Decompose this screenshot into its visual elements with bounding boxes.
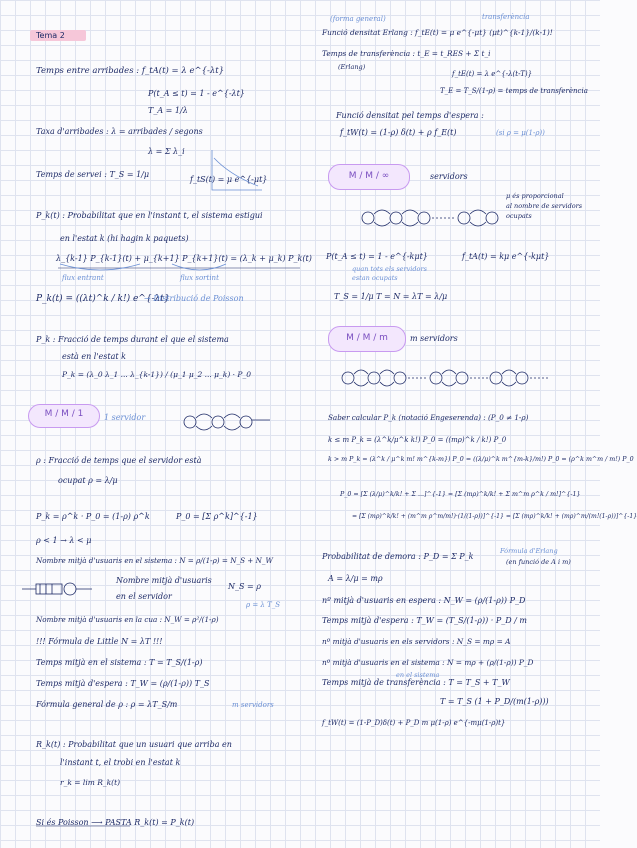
right-line-15: f_tA(t) = kμ e^{-kμt} [462, 252, 550, 261]
left-line-0: Temps entre arribades : f_tA(t) = λ e^{-λt} [36, 66, 225, 76]
right-line-16: quan tots els servidors [352, 265, 427, 273]
right-line-3: Temps de transferència : t_E = t_RES + Σ t_i [322, 49, 491, 58]
left-line-1: P(t_A ≤ t) = 1 - e^{-λt} [148, 89, 245, 98]
right-line-28: A = λ/μ = mρ [328, 574, 383, 583]
left-line-12: P_k(t) = ((λt)^k / k!) e^{-λt} [36, 294, 170, 304]
left-line-3: Taxa d'arribades : λ = arribades / segons [36, 127, 203, 136]
right-line-36: f_tW(t) = (1-P_D)δ(t) + P_D m μ(1-ρ) e^{-mμ(1-ρ)t} [322, 719, 506, 727]
right-line-13: ocupats [506, 212, 532, 220]
left-line-5: Temps de servei : T_S = 1/μ [36, 170, 150, 179]
right-line-30: Temps mitjà d'espera : T_W = (T_S/(1-ρ)) · P_D / m [322, 616, 527, 625]
right-line-5: f_tE(t) = λ e^{-λ(t-T)} [452, 70, 533, 78]
right-line-20: Saber calcular P_k (notació Engeserenda) : (P_0 ≠ 1-ρ) [328, 413, 529, 422]
right-line-10: servidors [430, 172, 468, 181]
left-line-25: en el servidor [116, 592, 172, 601]
left-line-33: m servidors [232, 701, 274, 709]
right-line-14: P(t_A ≤ t) = 1 - e^{-kμt} [326, 252, 428, 261]
left-line-11: flux sortint [180, 274, 219, 282]
right-line-21: k ≤ m P_k = (λ^k/μ^k k!) P_0 = ((mρ)^k / k!) P_0 [328, 436, 507, 444]
right-line-1: transferència [482, 13, 530, 21]
left-line-29: !!! Fórmula de Little N = λT !!! [36, 637, 163, 646]
left-line-2: T_A = 1/λ [148, 106, 188, 115]
left-line-4: λ = Σ λ_i [148, 147, 185, 156]
left-line-7: P_k(t) : Probabilitat que en l'instant t, el sistema estigui [36, 211, 263, 220]
right-line-11: μ és proporcional [506, 192, 564, 200]
right-line-31: nº mitjà d'usuaris en els servidors : N_S = mρ = A [322, 637, 511, 646]
mmm-chain [342, 370, 548, 386]
right-line-4: (Erlang) [338, 63, 366, 71]
left-line-19: ocupat ρ = λ/μ [58, 476, 118, 485]
left-line-26: N_S = ρ [228, 582, 261, 591]
right-line-32: nº mitjà d'usuaris en el sistema : N = mρ + (ρ/(1-ρ)) P_D [322, 658, 534, 667]
left-line-23: Nombre mitjà d'usuaris en el sistema : N = ρ/(1-ρ) = N_S + N_W [36, 556, 273, 565]
mm1-chain [184, 414, 270, 430]
left-line-34: R_k(t) : Probabilitat que un usuari que arriba en [36, 740, 232, 749]
right-line-24: = [Σ (mρ)^k/k! + (m^m ρ^m/m!)·(1/(1-ρ))]^{-1} = [Σ (mρ)^k/k! + (mρ)^m/(m!(1-ρ))]^{-1} [352, 513, 637, 520]
right-line-8: f_tW(t) = (1-ρ) δ(t) + ρ f_E(t) [340, 128, 457, 137]
left-line-17: 1 servidor [104, 413, 146, 422]
queue-sketch [22, 583, 92, 595]
right-line-7: Funció densitat pel temps d'espera : [336, 111, 484, 120]
right-line-2: Funció densitat Erlang : f_tE(t) = μ e^{-μt} (μt)^{k-1}/(k-1)! [322, 28, 553, 37]
right-line-33: en el sistema [396, 671, 440, 679]
mm1-label: M / M / 1 [44, 409, 84, 419]
right-line-6: T_E = T_S/(1-ρ) = temps de transferència [440, 87, 588, 95]
right-line-35: T = T_S (1 + P_D/(m(1-ρ))) [440, 697, 549, 706]
left-line-31: Temps mitjà d'espera : T_W = (ρ/(1-ρ)) T_S [36, 679, 210, 688]
right-line-17: estan ocupats [352, 274, 398, 282]
left-line-10: flux entrant [62, 274, 104, 282]
right-line-27: (en funció de A i m) [506, 558, 571, 566]
left-line-16: P_k = (λ_0 λ_1 ... λ_{k-1}) / (μ_1 μ_2 ... μ_k) · P_0 [62, 370, 251, 379]
left-line-15: està en l'estat k [62, 352, 126, 361]
left-line-35: l'instant t, el trobi en l'estat k [60, 758, 181, 767]
left-line-9: λ_{k-1} P_{k-1}(t) + μ_{k+1} P_{k+1}(t) = (λ_k + μ_k) P_k(t) [56, 254, 312, 263]
left-line-27: ρ = λ T_S [246, 601, 281, 609]
right-line-23: P_0 = [Σ (λ/μ)^k/k! + Σ ...]^{-1} = [Σ (mρ)^k/k! + Σ m^m ρ^k / m!]^{-1} [340, 491, 581, 498]
right-line-22: k > m P_k = (λ^k / μ^k m! m^{k-m}) P_0 = ((λ/μ)^k m^{m-k}/m!) P_0 = (ρ^k m^m / m!) P_0 [328, 456, 634, 463]
right-line-18: T_S = 1/μ T = N = λT = λ/μ [334, 292, 448, 301]
left-line-18: ρ : Fracció de temps que el servidor està [36, 456, 202, 465]
mminf-label: M / M / ∞ [348, 171, 390, 181]
left-line-14: P_k : Fracció de temps durant el que el sistema [36, 335, 229, 344]
right-line-34: Temps mitjà de transferència : T = T_S + T_W [322, 678, 510, 687]
title-tag-text: Tema 2 [36, 31, 65, 40]
left-line-8: en l'estat k (hi hagin k paquets) [60, 234, 189, 243]
right-line-9: (si ρ = μ(1-ρ)) [496, 129, 545, 137]
left-line-28: Nombre mitjà d'usuaris en la cua : N_W = ρ²/(1-ρ) [36, 615, 219, 624]
left-line-13: → Distribució de Poisson [144, 294, 244, 303]
left-line-21: P_0 = [Σ ρ^k]^{-1} [176, 512, 258, 521]
right-line-12: al nombre de servidors [506, 202, 583, 210]
left-line-6: f_tS(t) = μ e^{-μt} [190, 175, 268, 184]
left-line-32: Fórmula general de ρ : ρ = λT_S/m [36, 700, 178, 709]
left-line-30: Temps mitjà en el sistema : T = T_S/(1-ρ) [36, 658, 203, 667]
right-line-26: Fórmula d'Erlang [500, 547, 558, 555]
left-line-20: P_k = ρ^k · P_0 = (1-ρ) ρ^k [36, 512, 150, 521]
left-line-22: ρ < 1 → λ < μ [36, 536, 92, 545]
mminf-chain [362, 210, 498, 226]
left-line-37: Si és Poisson ⟶ PASTA R_k(t) = P_k(t) [36, 818, 195, 827]
right-line-29: nº mitjà d'usuaris en espera : N_W = (ρ/(1-ρ)) P_D [322, 596, 526, 605]
right-line-25: Probabilitat de demora : P_D = Σ P_k [322, 552, 474, 561]
right-line-0: (forma general) [330, 15, 386, 23]
left-line-36: r_k = lim R_k(t) [60, 778, 121, 787]
mmm-label: M / M / m [346, 333, 388, 343]
right-line-19: m servidors [410, 334, 458, 343]
left-line-24: Nombre mitjà d'usuaris [116, 576, 212, 585]
